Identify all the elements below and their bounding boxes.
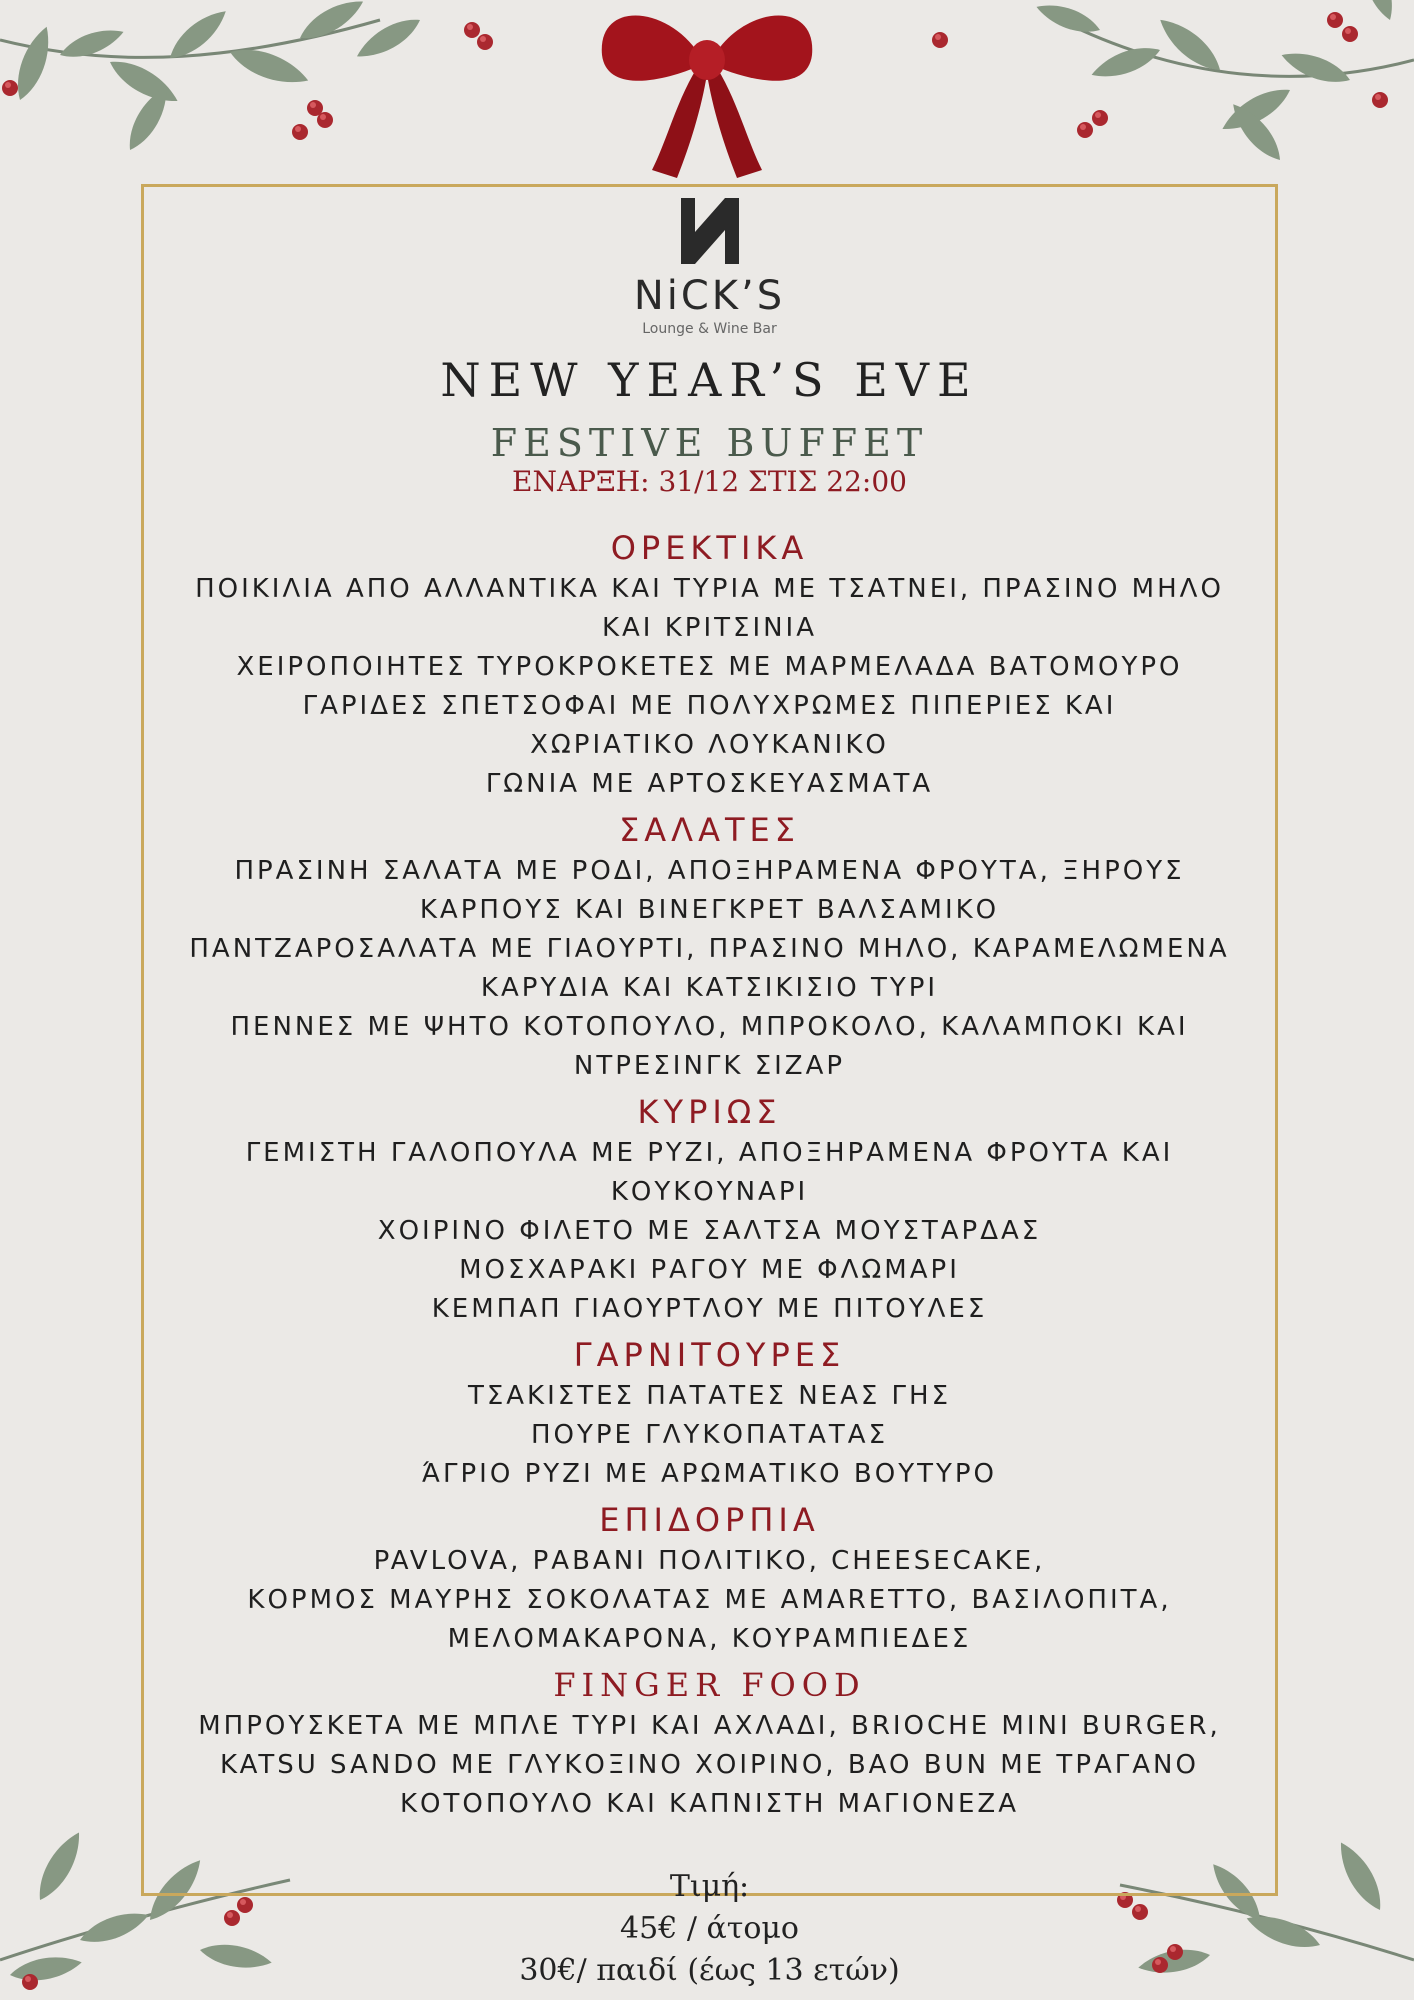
menu-line: ΧΟΙΡΙΝΟ ΦΙΛΕΤΟ ΜΕ ΣΑΛΤΣΑ ΜΟΥΣΤΑΡΔΑΣ [377,1216,1042,1246]
menu-line: PAVLOVA, ΡΑΒΑΝΙ ΠΟΛΙΤΙΚΟ, CHEESECAKE, [373,1546,1046,1576]
section-title: ΚΥΡΙΩΣ [637,1093,782,1131]
menu-line: ΚΑΡΥΔΙΑ ΚΑΙ ΚΑΤΣΙΚΙΣΙΟ ΤΥΡΙ [480,973,939,1003]
menu-section-appetizers [141,528,1278,804]
section-title: ΓΑΡΝΙΤΟΥΡΕΣ [573,1336,846,1374]
menu-line: ΠΡΑΣΙΝΗ ΣΑΛΑΤΑ ΜΕ ΡΟΔΙ, ΑΠΟΞΗΡΑΜΕΝΑ ΦΡΟΥΤΑ, ΞΗΡΟΥΣ [234,856,1185,886]
menu-line: ΠΑΝΤΖΑΡΟΣΑΛΑΤΑ ΜΕ ΓΙΑΟΥΡΤΙ, ΠΡΑΣΙΝΟ ΜΗΛΟ, ΚΑΡΑΜΕΛΩΜΕΝΑ [189,934,1230,964]
menu-line: ΜΟΣΧΑΡΑΚΙ ΡΑΓΟΥ ΜΕ ΦΛΩΜΑΡΙ [459,1255,960,1285]
menu-line: ΓΑΡΙΔΕΣ ΣΠΕΤΣΟΦΑΙ ΜΕ ΠΟΛΥΧΡΩΜΕΣ ΠΙΠΕΡΙΕΣ ΚΑΙ [302,691,1117,721]
menu-line: ΚΟΤΟΠΟΥΛΟ ΚΑΙ ΚΑΠΝΙΣΤΗ ΜΑΓΙΟΝΕΖΑ [400,1789,1019,1819]
menu-line: ΧΕΙΡΟΠΟΙΗΤΕΣ ΤΥΡΟΚΡΟΚΕΤΕΣ ΜΕ ΜΑΡΜΕΛΑΔΑ ΒΑΤΟΜΟΥΡΟ [236,652,1183,682]
menu-line: ΜΠΡΟΥΣΚΕΤΑ ΜΕ ΜΠΛΕ ΤΥΡΙ ΚΑΙ ΑΧΛΑΔΙ, BRIOCHE MINI BURGER, [198,1711,1221,1741]
price-block [141,1866,1278,1992]
price-adult: 45€ / άτομο [620,1911,799,1946]
menu-section-salads [141,810,1278,1086]
menu-line: ΠΕΝΝΕΣ ΜΕ ΨΗΤΟ ΚΟΤΟΠΟΥΛΟ, ΜΠΡΟΚΟΛΟ, ΚΑΛΑΜΠΟΚΙ ΚΑΙ [230,1012,1189,1042]
menu-section-mains [141,1092,1278,1329]
section-title: FINGER FOOD [553,1666,866,1704]
holly-branch-top-left [0,0,493,155]
menu-line: ΧΩΡΙΑΤΙΚΟ ΛΟΥΚΑΝΙΚΟ [530,730,889,760]
menu-line: ΠΟΥΡΕ ΓΛΥΚΟΠΑΤΑΤΑΣ [530,1420,889,1450]
menu-line: ΝΤΡΕΣΙΝΓΚ ΣΙΖΑΡ [573,1051,846,1081]
menu-line: ΚΑΙ ΚΡΙΤΣΙΝΙΑ [601,613,818,643]
menu-line: ΤΣΑΚΙΣΤΕΣ ΠΑΤΑΤΕΣ ΝΕΑΣ ΓΗΣ [467,1381,952,1411]
menu-section-finger-food [141,1665,1278,1824]
section-title: ΟΡΕΚΤΙΚΑ [610,529,809,567]
section-title: ΕΠΙΔΟΡΠΙΑ [599,1501,820,1539]
brand-tagline: Lounge & Wine Bar [642,321,777,337]
nicks-logo-monogram [675,194,745,268]
event-subtitle: FESTIVE BUFFET [490,421,929,465]
menu-line: ΆΓΡΙΟ ΡΥΖΙ ΜΕ ΑΡΩΜΑΤΙΚΟ ΒΟΥΤΥΡΟ [422,1459,997,1489]
event-title: NEW YEAR’S EVE [440,353,979,407]
menu-line: ΠΟΙΚΙΛΙΑ ΑΠΟ ΑΛΛΑΝΤΙΚΑ ΚΑΙ ΤΥΡΙΑ ΜΕ ΤΣΑΤΝΕΙ, ΠΡΑΣΙΝΟ ΜΗΛΟ [195,574,1224,604]
menu-line: ΚΟΡΜΟΣ ΜΑΥΡΗΣ ΣΟΚΟΛΑΤΑΣ ΜΕ AMARETTO, ΒΑΣΙΛΟΠΙΤΑ, [247,1585,1172,1615]
menu-line: ΓΕΜΙΣΤΗ ΓΑΛΟΠΟΥΛΑ ΜΕ ΡΥΖΙ, ΑΠΟΞΗΡΑΜΕΝΑ ΦΡΟΥΤΑ ΚΑΙ [245,1138,1174,1168]
menu-line: ΓΩΝΙΑ ΜΕ ΑΡΤΟΣΚΕΥΑΣΜΑΤΑ [485,769,934,799]
menu-content [141,184,1278,1824]
holly-branch-top-right [932,0,1414,167]
section-title: ΣΑΛΑΤΕΣ [619,811,800,849]
price-label: Τιμή: [669,1869,750,1904]
price-child: 30€/ παιδί (έως 13 ετών) [519,1953,900,1988]
menu-line: ΚΕΜΠΑΠ ΓΙΑΟΥΡΤΛΟΥ ΜΕ ΠΙΤΟΥΛΕΣ [431,1294,988,1324]
menu-line: ΜΕΛΟΜΑΚΑΡΟΝΑ, ΚΟΥΡΑΜΠΙΕΔΕΣ [447,1624,972,1654]
red-bow [602,15,813,178]
menu-line: ΚΑΡΠΟΥΣ ΚΑΙ ΒΙΝΕΓΚΡΕΤ ΒΑΛΣΑΜΙΚΟ [419,895,1000,925]
menu-section-desserts [141,1500,1278,1659]
event-start-time: ΕΝΑΡΞΗ: 31/12 ΣΤΙΣ 22:00 [512,465,907,498]
menu-line: ΚΟΥΚΟΥΝΑΡΙ [610,1177,809,1207]
menu-line: KATSU SANDO ΜΕ ΓΛΥΚΟΞΙΝΟ ΧΟΙΡΙΝΟ, BAO BUN ΜΕ ΤΡΑΓΑΝΟ [220,1750,1199,1780]
brand-name: NiCK’S [633,273,786,319]
menu-section-sides [141,1335,1278,1494]
